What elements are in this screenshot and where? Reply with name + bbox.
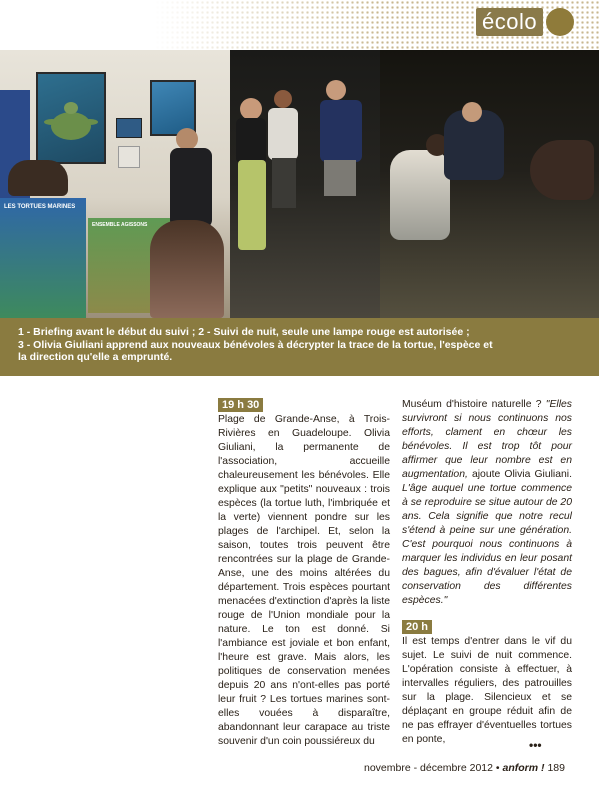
person-shirt-2 <box>268 108 298 160</box>
person-shorts-3 <box>324 160 356 196</box>
issue-date: novembre - décembre 2012 • <box>364 762 500 774</box>
article-paragraph-1: Plage de Grande-Anse, à Trois-Rivières en Guadeloupe. Olivia Giuliani, la permanente de l'association, accueille chaleureusement les bénévoles. Elle explique aux "petits" nouveaux : trois espèces (la tortue luth, l'imbriquée et la verte) viennent pondre sur les plages de l'archipel. Et, selon la saison, toutes trois peuvent être rencontrées sur la plage de Grande-Anse, une des moins altérées du département. Trois espèces pourtant menacées d'extinction d'après la liste rouge de l'Union mondiale pour la nature. Le ton est donné. Si l'ambiance est joviale et bon enfant, l'heure est grave. Mais alors, les politiques de conservation menées depuis 20 ans n'ont-elles pas porté leur fruit ? Les tortues marines sont-elles vouées à disparaître, abandonnant leur carapace au triste souvenir d'un coin poussiéreux du <box>218 414 390 747</box>
person-standing <box>170 148 212 228</box>
photo-caption <box>0 318 599 376</box>
track-reading-photo <box>380 50 599 318</box>
article-column-1 <box>218 398 390 749</box>
section-dot-icon <box>546 8 574 36</box>
person-shirt-3 <box>320 100 362 162</box>
person-head-2 <box>462 102 482 122</box>
poster-text: LES TORTUES MARINES <box>4 204 76 210</box>
section-label-text: écolo <box>476 8 543 36</box>
person-shorts-2 <box>272 158 296 208</box>
caption-line-2: 3 - Olivia Giuliani apprend aux nouveaux bénévoles à décrypter la trace de la tortue, l'espèce et <box>18 338 493 351</box>
reaching-person <box>530 140 594 200</box>
caption-line-3: la direction qu'elle a emprunté. <box>18 351 173 363</box>
article-paragraph-2 <box>402 398 572 608</box>
photo-strip <box>0 50 599 318</box>
p2-quote-2: L'âge auquel une tortue commence à se reproduire se situe autour de 20 ans. Cela signifie que notre recul s'étend à peine sur une génération. C'est pourquoi nous continuons à marquer les individus en leur posant des bagues, afin d'évaluer l'état de conservation des différentes espèces." <box>402 483 572 606</box>
board-text: ENSEMBLE AGISSONS <box>92 222 148 228</box>
caption-line-1: 1 - Briefing avant le début du suivi ; 2 - Suivi de nuit, seule une lampe rouge est autorisée ; <box>18 326 470 338</box>
person-head <box>240 98 262 120</box>
person-seated <box>150 220 224 318</box>
continuation-mark: ••• <box>529 738 542 752</box>
small-frame <box>116 118 142 138</box>
magazine-name: anform ! <box>502 762 545 774</box>
crouching-person <box>390 150 450 240</box>
p2-quote-1: "Elles survivront si nous continuons nos efforts, clament en chœur les bénévoles. Il est trop tôt pour affirmer que leur nombre est en augmentation, <box>402 399 572 480</box>
p2-mid: ajoute Olivia Giuliani. <box>467 469 572 480</box>
page-number: 189 <box>547 762 565 774</box>
night-walk-photo <box>230 50 380 318</box>
turtle-icon <box>38 74 104 162</box>
small-chart <box>118 146 140 168</box>
person-left <box>8 160 68 196</box>
time-tag-20h: 20 h <box>402 620 432 634</box>
person-head-2 <box>274 90 292 108</box>
page-footer <box>364 762 565 774</box>
time-tag-1930: 19 h 30 <box>218 398 263 412</box>
article-paragraph-3: Il est temps d'entrer dans le vif du sujet. Le suivi de nuit commence. L'opération consiste à effectuer, à intervalles réguliers, des patrouilles sur la plage. Silencieux et se déplaçant en groupe réduit afin de ne pas effrayer d'éventuelles tortues en ponte, <box>402 636 572 745</box>
person-pants <box>238 160 266 250</box>
p2-start: Muséum d'histoire naturelle ? <box>402 399 546 410</box>
person-top <box>236 118 266 164</box>
person-head-3 <box>326 80 346 100</box>
person-head <box>176 128 198 150</box>
turtle-poster <box>36 72 106 164</box>
info-board <box>0 198 86 318</box>
article-column-2 <box>402 398 572 747</box>
briefing-photo <box>0 50 230 318</box>
